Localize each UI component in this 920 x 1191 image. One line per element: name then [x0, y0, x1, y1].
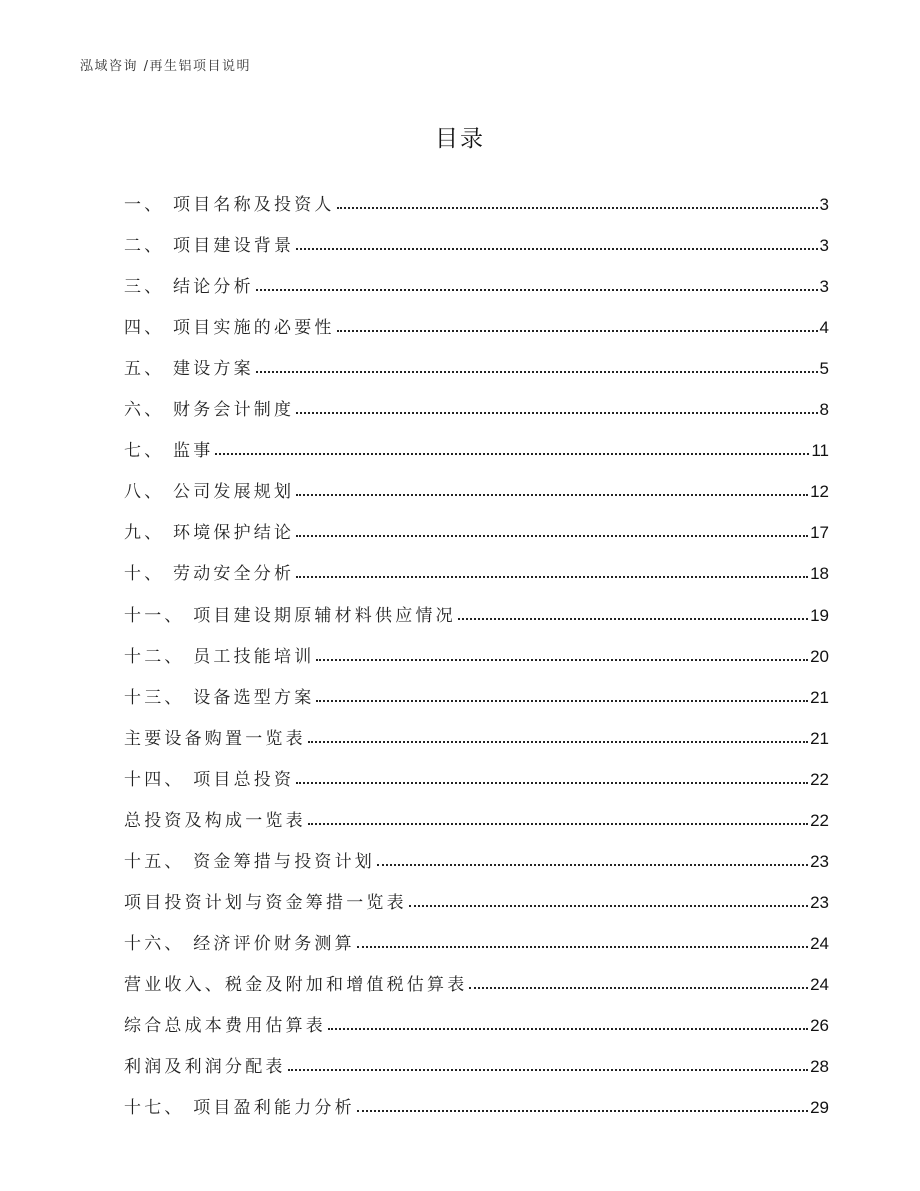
- toc-entry-label: 九、 环境保护结论: [124, 523, 295, 544]
- toc-entry-page: 5: [819, 359, 829, 379]
- dot-leader: [357, 1110, 808, 1112]
- dot-leader: [316, 659, 808, 661]
- dot-leader: [357, 946, 808, 948]
- toc-entry-page: 19: [810, 605, 829, 625]
- toc-entry-label: 营业收入、税金及附加和增值税估算表: [124, 974, 468, 995]
- toc-entry-label: 十、 劳动安全分析: [124, 564, 295, 585]
- dot-leader: [328, 1028, 808, 1030]
- dot-leader: [308, 741, 808, 743]
- toc-entry[interactable]: [124, 502, 829, 543]
- toc-entry-page: 26: [810, 1015, 829, 1035]
- dot-leader: [256, 371, 818, 373]
- toc-entry-label: 利润及利润分配表: [124, 1057, 286, 1078]
- toc-entry-page: 3: [819, 195, 829, 215]
- dot-leader: [256, 289, 818, 291]
- toc-entry[interactable]: [124, 461, 829, 502]
- toc-entry[interactable]: [124, 1077, 829, 1118]
- toc-entry-label: 七、 监事: [124, 441, 214, 462]
- toc-entry[interactable]: [124, 626, 829, 667]
- toc-entry-label: 十三、 设备选型方案: [124, 687, 315, 708]
- toc-entry-label: 总投资及构成一览表: [124, 810, 306, 831]
- toc-entry[interactable]: [124, 831, 829, 872]
- toc-entry[interactable]: [124, 667, 829, 708]
- toc-entry-page: 29: [810, 1098, 829, 1118]
- toc-entry-page: 3: [819, 236, 829, 256]
- toc-entry[interactable]: [124, 708, 829, 749]
- toc-entry-page: 23: [810, 851, 829, 871]
- toc-entry-label: 一、 项目名称及投资人: [124, 195, 335, 216]
- toc-entry-page: 21: [810, 687, 829, 707]
- toc-entry-page: 17: [810, 523, 829, 543]
- toc-entry[interactable]: [124, 420, 829, 461]
- dot-leader: [316, 700, 808, 702]
- toc-entry-page: 24: [810, 933, 829, 953]
- toc-entry-page: 21: [810, 728, 829, 748]
- toc-entry-page: 3: [819, 277, 829, 297]
- toc-entry[interactable]: [124, 584, 829, 625]
- dot-leader: [288, 1069, 808, 1071]
- dot-leader: [308, 823, 808, 825]
- toc-entry-label: 八、 公司发展规划: [124, 482, 295, 503]
- toc-entry[interactable]: [124, 1036, 829, 1077]
- toc-entry-page: 4: [819, 318, 829, 338]
- toc-entry[interactable]: [124, 174, 829, 215]
- toc-entry[interactable]: [124, 256, 829, 297]
- running-header: 泓域咨询 /再生铝项目说明: [80, 59, 252, 74]
- dot-leader: [458, 618, 808, 620]
- toc-title: 目录: [435, 126, 485, 152]
- dot-leader: [469, 987, 808, 989]
- toc-entry[interactable]: [124, 790, 829, 831]
- toc-entry-label: 十四、 项目总投资: [124, 769, 295, 790]
- toc-entry[interactable]: [124, 543, 829, 584]
- dot-leader: [337, 330, 818, 332]
- toc-entry-page: 22: [810, 769, 829, 789]
- dot-leader: [296, 576, 808, 578]
- toc-entry-page: 8: [819, 400, 829, 420]
- toc-entry[interactable]: [124, 379, 829, 420]
- toc-entry[interactable]: [124, 338, 829, 379]
- toc-entry-label: 十二、 员工技能培训: [124, 646, 315, 667]
- dot-leader: [296, 412, 817, 414]
- toc-entry[interactable]: [124, 913, 829, 954]
- toc-entry-label: 十七、 项目盈利能力分析: [124, 1098, 355, 1119]
- toc-entry-page: 28: [810, 1057, 829, 1077]
- toc-entry-label: 综合总成本费用估算表: [124, 1015, 326, 1036]
- toc-entry[interactable]: [124, 995, 829, 1036]
- dot-leader: [377, 864, 808, 866]
- dot-leader: [409, 905, 808, 907]
- dot-leader: [215, 453, 809, 455]
- toc-entry-page: 24: [810, 974, 829, 994]
- toc-entry-label: 六、 财务会计制度: [124, 400, 295, 421]
- dot-leader: [296, 248, 817, 250]
- toc-entry-label: 十五、 资金筹措与投资计划: [124, 851, 376, 872]
- toc-entry[interactable]: [124, 954, 829, 995]
- toc-entry-label: 主要设备购置一览表: [124, 728, 306, 749]
- toc-entry-page: 18: [810, 564, 829, 584]
- dot-leader: [296, 494, 808, 496]
- toc-entry-label: 三、 结论分析: [124, 277, 254, 298]
- toc-entry-label: 项目投资计划与资金筹措一览表: [124, 892, 407, 913]
- toc-entry-page: 20: [810, 646, 829, 666]
- table-of-contents: [124, 174, 829, 1118]
- dot-leader: [296, 782, 808, 784]
- toc-entry-label: 二、 项目建设背景: [124, 236, 295, 257]
- toc-entry-page: 22: [810, 810, 829, 830]
- toc-entry-label: 十六、 经济评价财务测算: [124, 933, 355, 954]
- dot-leader: [337, 207, 818, 209]
- toc-entry[interactable]: [124, 749, 829, 790]
- toc-entry-page: 23: [810, 892, 829, 912]
- toc-entry-label: 四、 项目实施的必要性: [124, 318, 335, 339]
- toc-entry[interactable]: [124, 872, 829, 913]
- toc-entry[interactable]: [124, 297, 829, 338]
- dot-leader: [296, 535, 808, 537]
- toc-entry-label: 十一、 项目建设期原辅材料供应情况: [124, 605, 456, 626]
- toc-entry-label: 五、 建设方案: [124, 359, 254, 380]
- toc-entry-page: 11: [811, 441, 829, 461]
- toc-entry-page: 12: [810, 482, 829, 502]
- toc-entry[interactable]: [124, 215, 829, 256]
